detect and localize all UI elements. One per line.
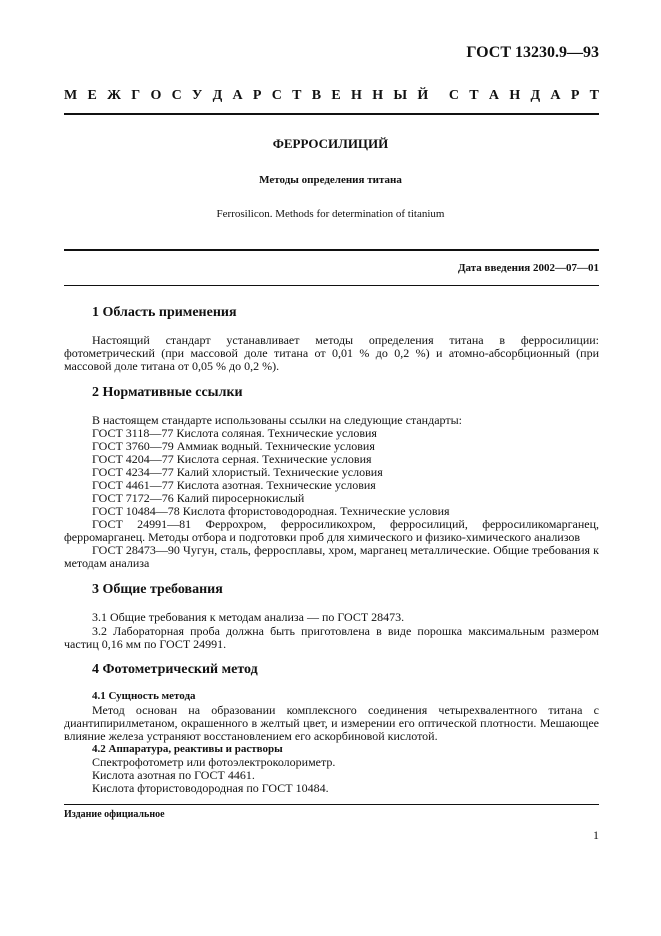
- section-2-heading: 2 Нормативные ссылки: [92, 385, 243, 400]
- equipment-item: Кислота фтористоводородная по ГОСТ 10484.: [92, 781, 329, 795]
- reference-item: ГОСТ 4234—77 Калий хлористый. Технические условия: [92, 465, 383, 479]
- reference-item: ГОСТ 3118—77 Кислота соляная. Технические условия: [92, 426, 377, 440]
- clause-4-1-heading: 4.1 Сущность метода: [92, 690, 196, 702]
- banner-letter: Н: [509, 88, 521, 103]
- banner-letter: Й: [417, 88, 429, 103]
- equipment-item: Кислота азотная по ГОСТ 4461.: [92, 768, 255, 782]
- section-3-heading: 3 Общие требования: [92, 582, 223, 597]
- banner-letter: А: [232, 88, 243, 103]
- standard-code: ГОСТ 13230.9—93: [466, 44, 599, 61]
- document-subtitle: Методы определения титана: [259, 174, 402, 186]
- banner-letter: М: [64, 88, 78, 103]
- reference-item: ГОСТ 4461—77 Кислота азотная. Технические условия: [92, 478, 376, 492]
- banner-letter: С: [171, 88, 182, 103]
- footer-rule: [64, 804, 599, 805]
- banner-letter: А: [550, 88, 561, 103]
- reference-item: ГОСТ 4204—77 Кислота серная. Технические условия: [92, 452, 372, 466]
- document-title: ФЕРРОСИЛИЦИЙ: [272, 136, 389, 151]
- banner-letter: Н: [372, 88, 384, 103]
- english-title: Ferrosilicon. Methods for determination of titanium: [216, 208, 445, 220]
- banner-letter: О: [150, 88, 162, 103]
- section-1-text: Настоящий стандарт устанавливает методы определения титана в ферросилиции: фотометрический (при массовой доле титана от 0,01 % до 0,2 %) и атомно-абсорбционный (при массовой доле титана от 0,05 % до 0,2 %).: [64, 333, 599, 373]
- top-rule: [64, 113, 599, 115]
- banner-letter: С: [271, 88, 282, 103]
- page-number: 1: [593, 828, 599, 842]
- reference-item: ГОСТ 24991—81 Феррохром, ферросиликохром, ферросилиций, ферросиликомарганец, ферромарганец. Методы отбора и подготовки проб для химического и физико-химического анализов: [64, 517, 599, 544]
- banner-letter: Р: [570, 88, 580, 103]
- clause-3-1: 3.1 Общие требования к методам анализа — по ГОСТ 28473.: [92, 610, 405, 624]
- edition-note: Издание официальное: [64, 809, 165, 820]
- banner-letter: С: [448, 88, 459, 103]
- banner-letter: Т: [469, 88, 479, 103]
- references-intro: В настоящем стандарте использованы ссылки на следующие стандарты:: [92, 413, 463, 427]
- banner-letter: Д: [530, 88, 541, 103]
- clause-4-2-heading: 4.2 Аппаратура, реактивы и растворы: [92, 743, 283, 755]
- banner-letter: Т: [589, 88, 599, 103]
- clause-4-1-text: Метод основан на образовании комплексного соединения четырехвалентного титана с диантипирилметаном, окрашенного в желтый цвет, и измерении его оптической плотности. Мешающее влияние железа устраняют восстановлением его аскорбиновой кислотой.: [64, 703, 599, 743]
- banner-letter: Е: [331, 88, 341, 103]
- title-rule: [64, 249, 599, 251]
- banner-letter: Ы: [393, 88, 408, 103]
- date-rule: [64, 285, 599, 286]
- banner-letter: У: [192, 88, 203, 103]
- banner-letter: Ж: [107, 88, 121, 103]
- banner-letter: Р: [252, 88, 262, 103]
- standard-type-banner: [64, 88, 599, 104]
- section-1-heading: 1 Область применения: [92, 305, 237, 320]
- section-4-heading: 4 Фотометрический метод: [92, 662, 258, 677]
- clause-3-2: 3.2 Лабораторная проба должна быть приготовлена в виде порошка максимальным размером частиц 0,16 мм по ГОСТ 24991.: [64, 624, 599, 651]
- effective-date: Дата введения 2002—07—01: [457, 262, 599, 274]
- reference-item: ГОСТ 10484—78 Кислота фтористоводородная. Технические условия: [92, 504, 450, 518]
- reference-item: ГОСТ 7172—76 Калий пиросернокислый: [92, 491, 305, 505]
- banner-letter: Т: [292, 88, 302, 103]
- banner-letter: Н: [351, 88, 362, 103]
- banner-letter: Г: [131, 88, 141, 103]
- banner-letter: Е: [87, 88, 97, 103]
- reference-item: ГОСТ 3760—79 Аммиак водный. Технические условия: [92, 439, 375, 453]
- equipment-item: Спектрофотометр или фотоэлектроколориметр.: [92, 755, 336, 769]
- banner-letter: В: [311, 88, 322, 103]
- banner-letter: Д: [212, 88, 223, 103]
- banner-letter: А: [488, 88, 500, 103]
- reference-item: ГОСТ 28473—90 Чугун, сталь, ферросплавы, хром, марганец металлические. Общие требования к методам анализа: [64, 543, 599, 570]
